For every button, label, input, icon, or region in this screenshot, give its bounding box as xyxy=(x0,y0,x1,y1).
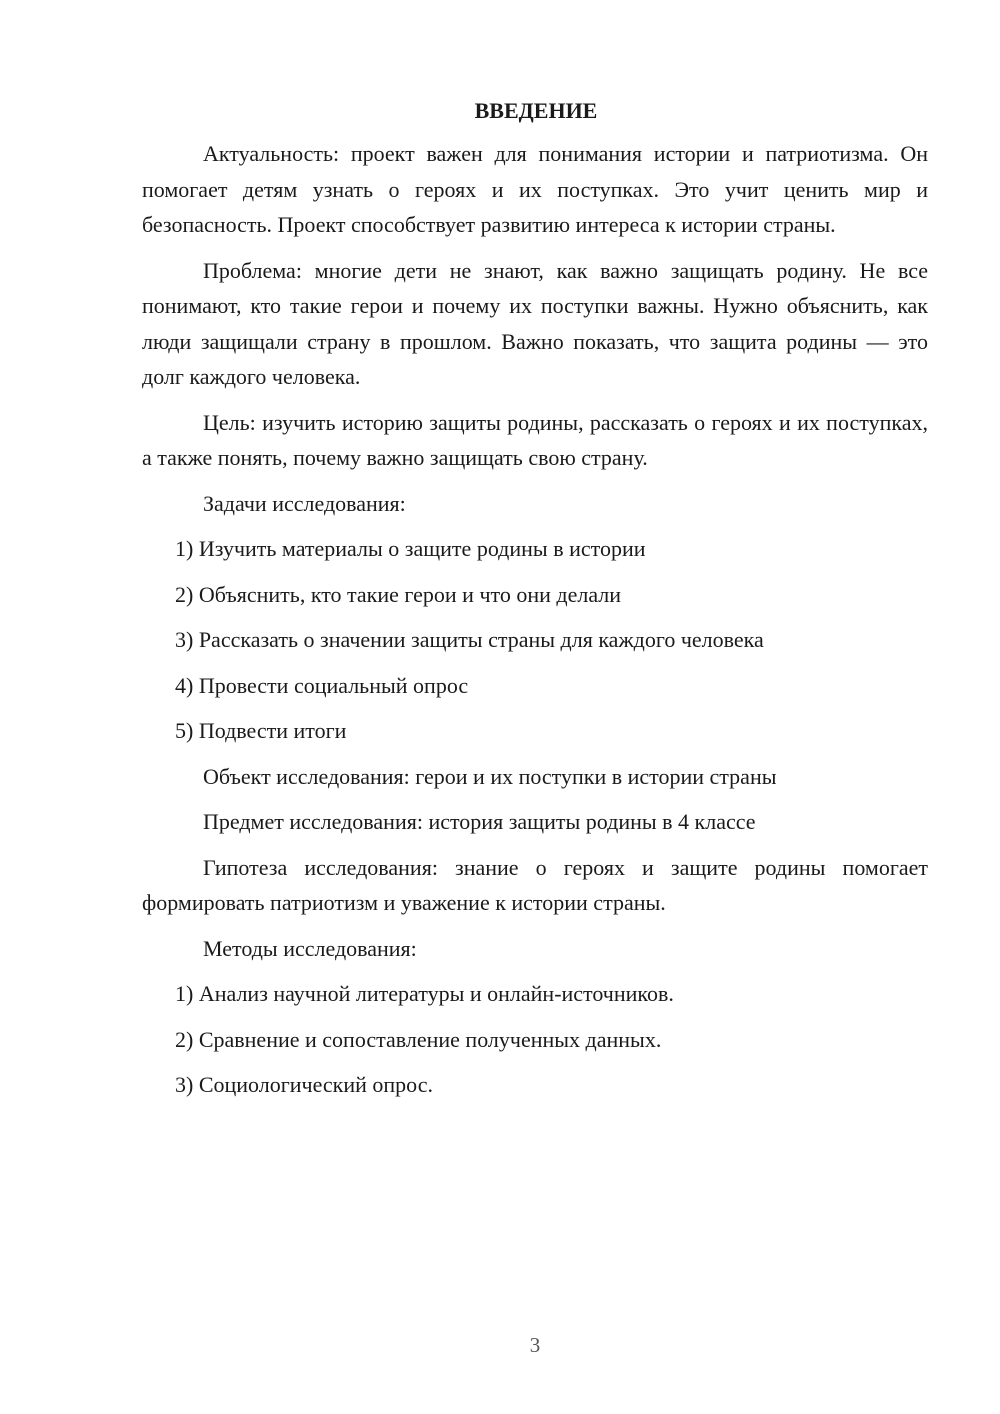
task-item-5: 5) Подвести итоги xyxy=(175,718,347,743)
goal-paragraph: Цель: изучить историю защиты родины, рассказать о героях и их поступках, а также понять, почему важно защищать свою страну. xyxy=(142,409,928,470)
task-item-4: 4) Провести социальный опрос xyxy=(175,672,469,698)
page-number: 3 xyxy=(529,1333,541,1357)
section-heading: ВВЕДЕНИЕ xyxy=(474,98,598,123)
task-item-2: 2) Объяснить, кто такие герои и что они делали xyxy=(175,581,622,607)
tasks-title: Задачи исследования: xyxy=(203,490,406,516)
method-item-1: 1) Анализ научной литературы и онлайн-источников. xyxy=(175,981,674,1006)
hypothesis-paragraph: Гипотеза исследования: знание о героях и защите родины помогает формировать патриотизм и уважение к истории страны. xyxy=(142,854,928,915)
task-item-3: 3) Рассказать о значении защиты страны для каждого человека xyxy=(175,627,764,652)
problem-paragraph: Проблема: многие дети не знают, как важно защищать родину. Не все понимают, кто такие герои и почему их поступки важны. Нужно объяснить, как люди защищали страну в прошлом. Важно показать, что защита родины — это долг каждого человека. xyxy=(142,257,928,389)
document-page xyxy=(142,96,928,1113)
object-paragraph: Объект исследования: герои и их поступки в истории страны xyxy=(203,763,777,789)
task-item-1: 1) Изучить материалы о защите родины в истории xyxy=(175,536,646,561)
relevance-paragraph: Актуальность: проект важен для понимания истории и патриотизма. Он помогает детям узнать о героях и их поступках. Это учит ценить мир и безопасность. Проект способствует развитию интереса к истории страны. xyxy=(142,141,928,237)
methods-title: Методы исследования: xyxy=(203,935,417,961)
subject-paragraph: Предмет исследования: история защиты родины в 4 классе xyxy=(203,809,756,834)
method-item-3: 3) Социологический опрос. xyxy=(175,1072,433,1097)
method-item-2: 2) Сравнение и сопоставление полученных данных. xyxy=(175,1026,662,1052)
